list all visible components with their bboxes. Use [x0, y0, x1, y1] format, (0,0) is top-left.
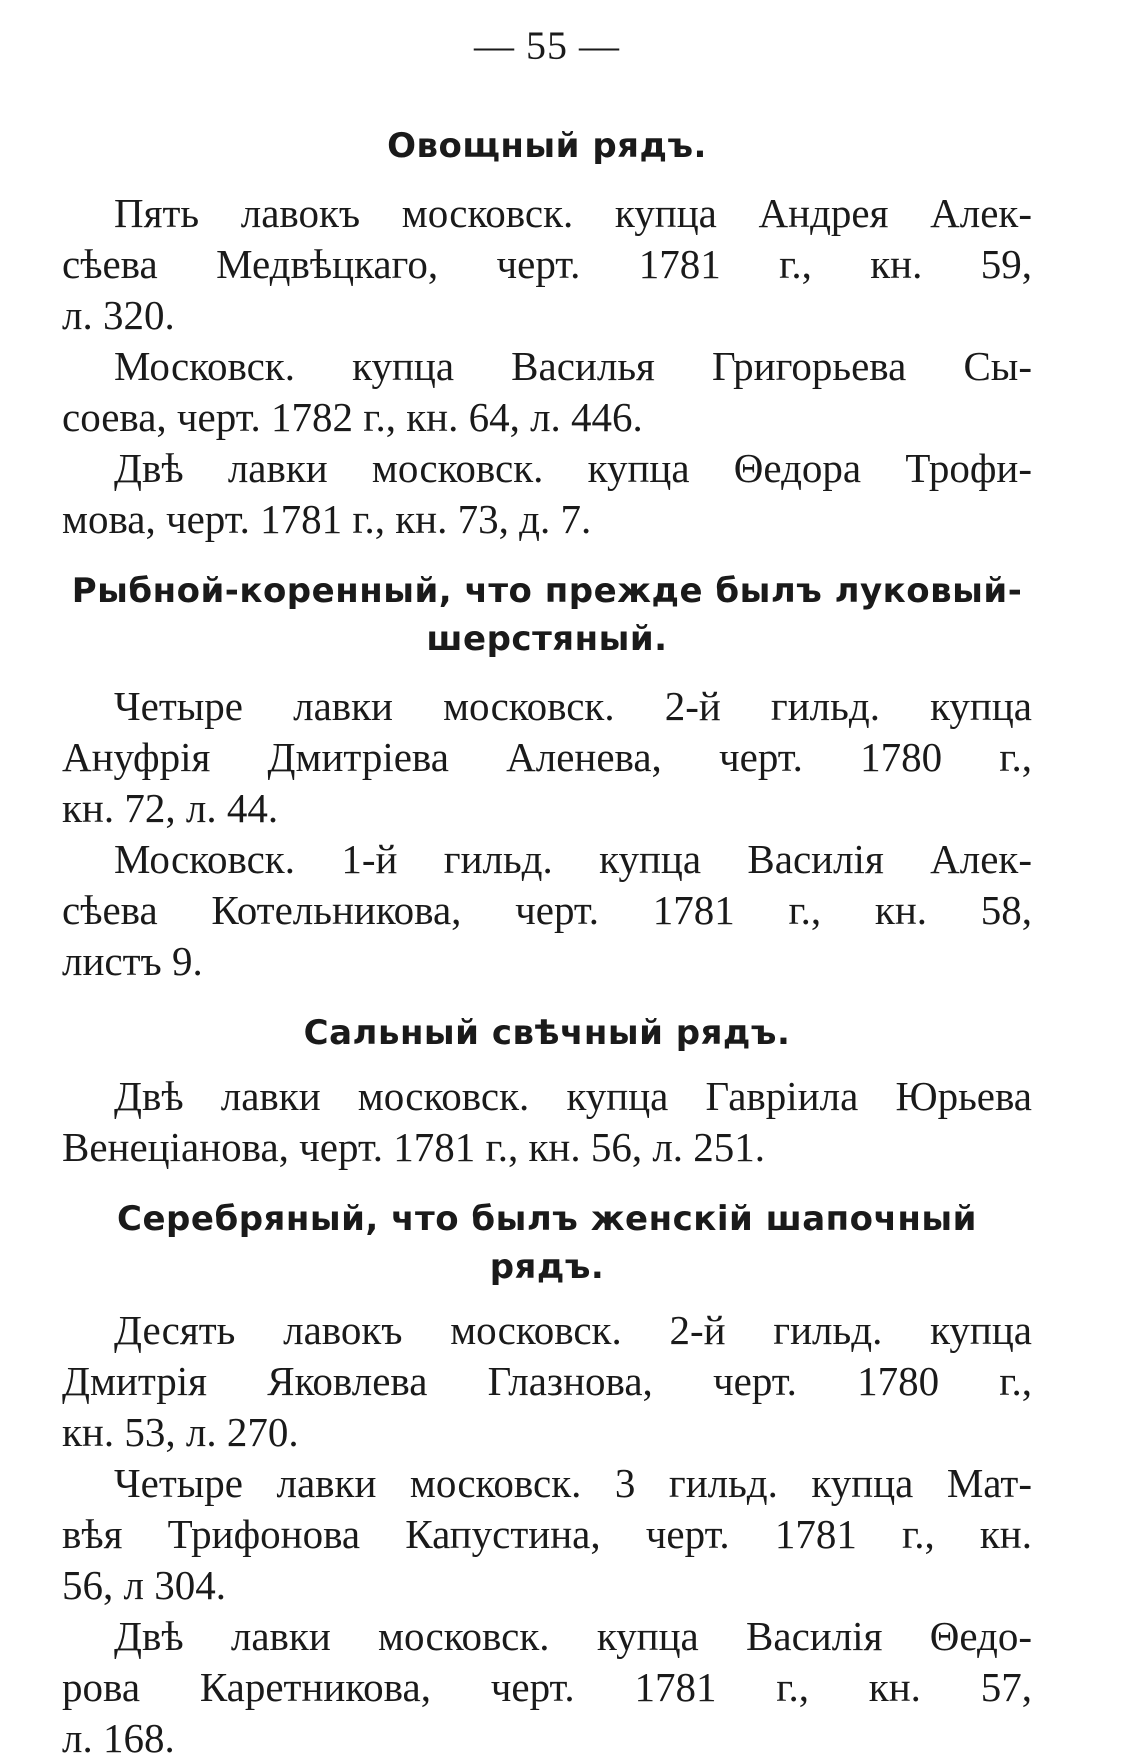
section-heading — [62, 1195, 1032, 1291]
heading-line: Овощный рядъ. — [387, 126, 707, 166]
entry-line: сѣева Медвѣцкаго, черт. 1781 г., кн. 59, — [62, 241, 1032, 287]
entry — [62, 1305, 1032, 1458]
entry-line: соева, черт. 1782 г., кн. 64, л. 446. — [62, 394, 643, 440]
entry — [62, 1611, 1032, 1764]
entry-line: Двѣ лавки московск. купца Θедора Трофи- — [114, 445, 1032, 491]
heading-line: шерстяный. — [426, 619, 668, 659]
heading-line: Серебряный, что былъ женскій шапочный — [117, 1199, 977, 1239]
entry-line: Дмитрія Яковлева Глазнова, черт. 1780 г., — [62, 1358, 1032, 1404]
section-heading — [62, 1009, 1032, 1057]
entry-line: Московск. купца Василья Григорьева Сы- — [114, 343, 1032, 389]
entry-line: Четыре лавки московск. 3 гильд. купца Мат- — [114, 1460, 1032, 1506]
section-heading — [62, 567, 1032, 663]
heading-line: Сальный свѣчный рядъ. — [303, 1013, 791, 1053]
entry-line: Московск. 1-й гильд. купца Василія Алек- — [114, 836, 1032, 882]
entry — [62, 681, 1032, 834]
entry-line: л. 320. — [62, 292, 175, 338]
entry-line: Двѣ лавки московск. купца Гавріила Юрьева — [114, 1073, 1032, 1119]
entry-line: Венеціанова, черт. 1781 г., кн. 56, л. 251. — [62, 1124, 766, 1170]
section-vegetable-row — [62, 122, 1032, 545]
page-number: — 55 — — [474, 23, 620, 68]
entry-line: вѣя Трифонова Капустина, черт. 1781 г., кн. — [62, 1511, 1032, 1557]
section-silver-row — [62, 1195, 1032, 1764]
entry — [62, 341, 1032, 443]
entry-line: Четыре лавки московск. 2-й гильд. купца — [114, 683, 1032, 729]
entry-line: мова, черт. 1781 г., кн. 73, д. 7. — [62, 496, 592, 542]
entry-line: сѣева Котельникова, черт. 1781 г., кн. 58, — [62, 887, 1032, 933]
entry — [62, 1458, 1032, 1611]
section-fish-row — [62, 567, 1032, 987]
entry-line: 56, л 304. — [62, 1562, 226, 1608]
entry-line: кн. 72, л. 44. — [62, 785, 279, 831]
entry-line: л. 168. — [62, 1715, 175, 1761]
entry — [62, 1071, 1032, 1173]
heading-line: рядъ. — [489, 1247, 605, 1287]
entry-line: Двѣ лавки московск. купца Василія Θедо- — [114, 1613, 1032, 1659]
entry-line: Пять лавокъ московск. купца Андрея Алек- — [114, 190, 1032, 236]
heading-line: Рыбной-коренный, что прежде былъ луковый- — [71, 571, 1023, 611]
section-tallow-candle-row — [62, 1009, 1032, 1173]
entry-line: кн. 53, л. 270. — [62, 1409, 299, 1455]
section-heading — [62, 122, 1032, 170]
entry — [62, 834, 1032, 987]
entry-line: Ануфрія Дмитріева Аленева, черт. 1780 г., — [62, 734, 1032, 780]
book-page — [62, 18, 1032, 1764]
entry-line: Десять лавокъ московск. 2-й гильд. купца — [114, 1307, 1032, 1353]
entry-line: рова Каретникова, черт. 1781 г., кн. 57, — [62, 1664, 1032, 1710]
entry-line: листъ 9. — [62, 938, 203, 984]
entry — [62, 443, 1032, 545]
entry — [62, 188, 1032, 341]
